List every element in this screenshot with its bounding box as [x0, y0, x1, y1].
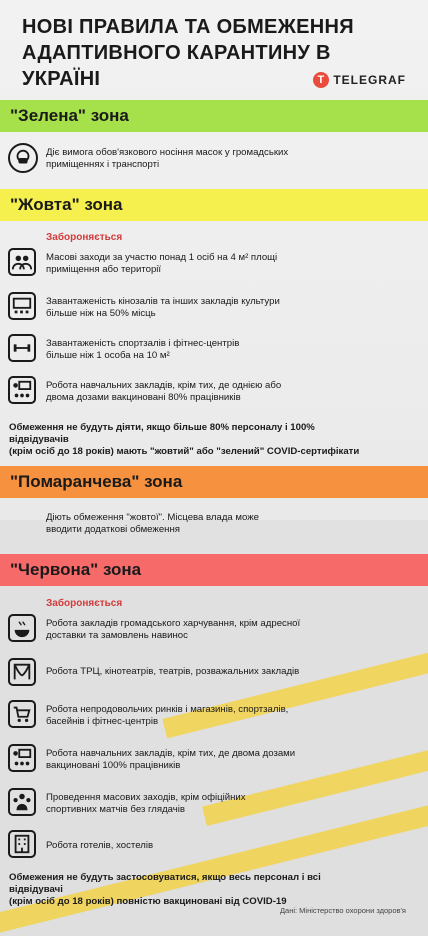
- green-zone-heading: "Зелена" зона: [10, 106, 129, 125]
- text-line: Завантаженість спортзалів і фітнес-центрів: [46, 338, 240, 349]
- mask-icon: [8, 143, 38, 173]
- brand-logo: [313, 72, 406, 88]
- green-zone-header: [0, 100, 428, 132]
- yellow-item-1-text: [46, 252, 376, 276]
- text-line: Масові заходи за участю понад 1 осіб на 4 м² площі: [46, 252, 278, 263]
- yellow-forbidden-label: Забороняється: [46, 232, 123, 243]
- orange-text: [46, 512, 376, 536]
- hotel-icon: [8, 830, 36, 858]
- text-line: Робота закладів громадського харчування, крім адресної: [46, 618, 301, 629]
- text-line: Обмеження не будуть діяти, якщо більше 80% персоналу і 100% відвідувачів: [9, 422, 315, 445]
- source-credit: Дані: Міністерство охорони здоров'я: [279, 906, 406, 915]
- text-line: Робота непродовольчих ринків і магазинів, спортзалів,: [46, 704, 289, 715]
- telegraf-logo-icon: T: [313, 72, 329, 88]
- text-line: двома дозами вакциновані 80% працівників: [46, 392, 241, 403]
- text-line: приміщення або території: [46, 264, 162, 275]
- text-line: більше ніж 1 особа на 10 м²: [46, 350, 170, 361]
- red-item-5-text: [46, 792, 376, 816]
- gym-icon: [8, 334, 36, 362]
- text-line: доставки та замовлень навинос: [46, 630, 188, 641]
- yellow-item-2-text: [46, 296, 376, 320]
- text-line: вакциновані 100% працівників: [46, 760, 181, 771]
- orange-zone-header: [0, 466, 428, 498]
- text-line: Діють обмеження "жовтої". Місцева влада може: [46, 512, 260, 523]
- classroom-icon: [8, 744, 36, 772]
- red-item-5: [8, 788, 36, 816]
- green-item-text: [46, 147, 376, 171]
- red-item-6: [8, 830, 36, 858]
- red-item-3: [8, 700, 36, 728]
- yellow-note: [9, 422, 369, 458]
- orange-zone-heading: "Помаранчева" зона: [10, 472, 183, 491]
- text-line: Завантаженість кінозалів та інших закладів культури: [46, 296, 280, 307]
- text-line: Діє вимога обов'язкового носіння масок у громадських: [46, 147, 289, 158]
- text-line: басейнів і фітнес-центрів: [46, 716, 159, 727]
- text-line: Робота навчальних закладів, крім тих, де двома дозами: [46, 748, 296, 759]
- red-item-1: [8, 614, 36, 642]
- red-item-4: [8, 744, 36, 772]
- green-item: [8, 143, 38, 173]
- red-item-1-text: [46, 618, 376, 642]
- yellow-item-1: [8, 248, 36, 276]
- red-note: [9, 872, 369, 908]
- red-item-3-text: [46, 704, 376, 728]
- title-line-2: АДАПТИВНОГО КАРАНТИНУ В УКРАЇНІ: [22, 42, 331, 90]
- classroom-icon: [8, 376, 36, 404]
- yellow-item-3-text: [46, 338, 376, 362]
- text-line: (крім осіб до 18 років) повністю вакциновані від COVID-19: [9, 896, 287, 907]
- cinema-icon: [8, 292, 36, 320]
- text-line: спортивних матчів без глядачів: [46, 804, 186, 815]
- red-zone-heading: "Червона" зона: [10, 560, 142, 579]
- crowd-icon: [8, 788, 36, 816]
- yellow-item-4-text: [46, 380, 376, 404]
- yellow-zone-header: [0, 189, 428, 221]
- brand-name: TELEGRAF: [333, 73, 406, 87]
- yellow-item-4: [8, 376, 36, 404]
- title-line-1: НОВІ ПРАВИЛА ТА ОБМЕЖЕННЯ: [22, 16, 354, 38]
- yellow-item-2: [8, 292, 36, 320]
- text-line: Робота ТРЦ, кінотеатрів, театрів, розважальних закладів: [46, 666, 300, 677]
- text-line: Робота готелів, хостелів: [46, 840, 154, 851]
- red-zone-header: [0, 554, 428, 586]
- red-item-2-text: [46, 666, 376, 678]
- text-line: більше ніж на 50% місць: [46, 308, 156, 319]
- people-icon: [8, 248, 36, 276]
- red-item-6-text: [46, 840, 376, 852]
- red-forbidden-label: Забороняється: [46, 598, 123, 609]
- yellow-item-3: [8, 334, 36, 362]
- text-line: (крім осіб до 18 років) мають "жовтий" або "зелений" COVID-сертифікати: [9, 446, 360, 457]
- red-item-4-text: [46, 748, 376, 772]
- text-line: Робота навчальних закладів, крім тих, де однією або: [46, 380, 282, 391]
- theater-icon: [8, 658, 36, 686]
- text-line: Обмежения не будуть застосовуватися, якщо весь персонал і всі відвідувачі: [9, 872, 321, 895]
- yellow-zone-heading: "Жовта" зона: [10, 195, 123, 214]
- text-line: вводити додаткові обмеження: [46, 524, 180, 535]
- food-icon: [8, 614, 36, 642]
- shopping-cart-icon: [8, 700, 36, 728]
- red-item-2: [8, 658, 36, 686]
- text-line: Проведення масових заходів, крім офіційних: [46, 792, 246, 803]
- text-line: приміщеннях і транспорті: [46, 159, 160, 170]
